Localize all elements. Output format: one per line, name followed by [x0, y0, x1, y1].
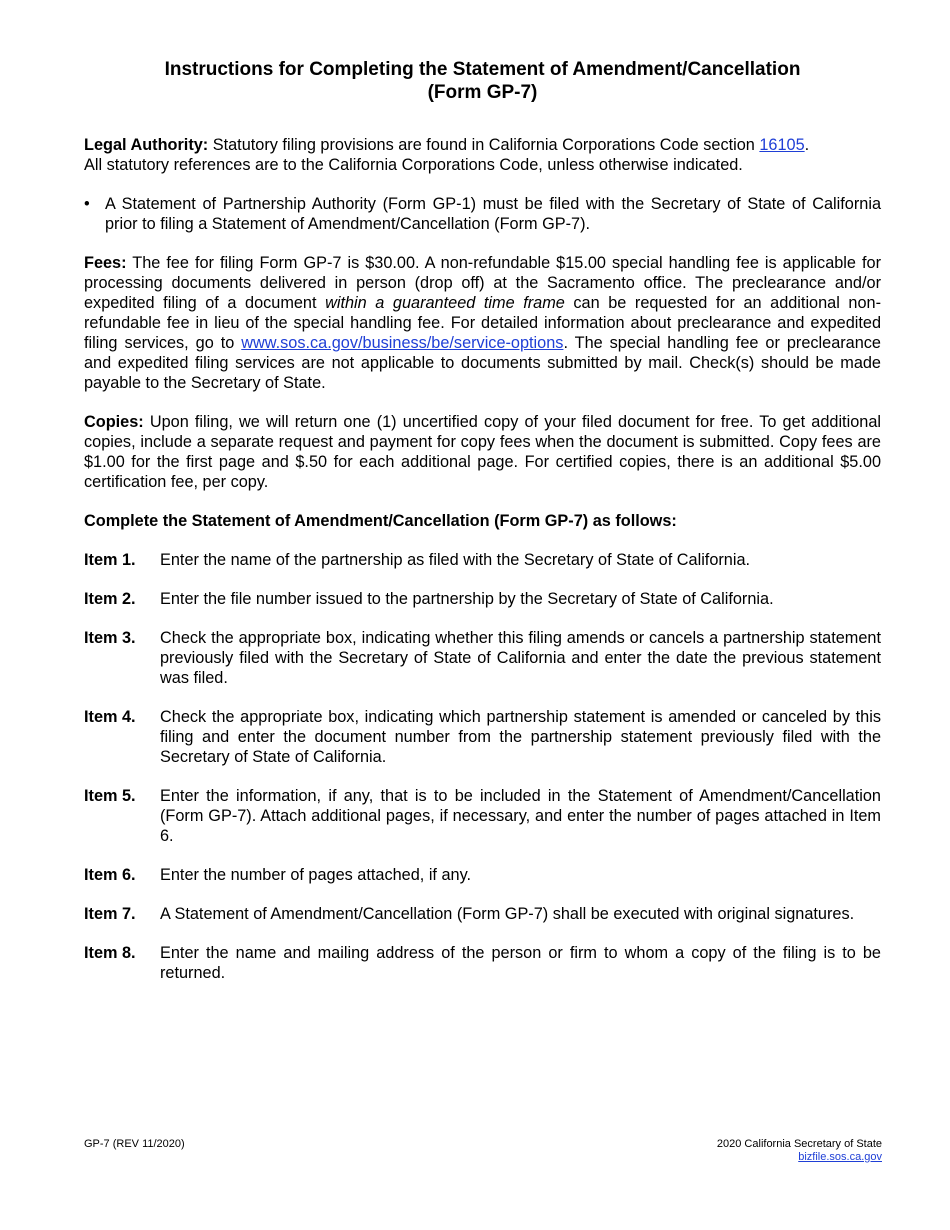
fees-text-3: . The special handling fee or preclearance and expedited filing services are not applicable to documents submitted by mail. Check(s) should be made payable to the Secretary of State. [84, 334, 881, 392]
fees-text-1: The fee for filing Form GP-7 is $30.00. A non-refundable $15.00 special handling fee is applicable for processing documents delivered in person (drop off) at the Sacramento office. The preclearance and/or expedited filing of a document [84, 254, 881, 312]
bullet-icon: • [84, 195, 90, 213]
item-row [84, 865, 881, 885]
item-label: Item 5. [84, 787, 136, 805]
item-text: Enter the information, if any, that is to be included in the Statement of Amendment/Cancellation (Form GP-7). Attach additional pages, if necessary, and enter the number of pages attached in Item 6. [160, 787, 881, 845]
item-row [84, 628, 881, 688]
fees-label: Fees: [84, 254, 127, 272]
item-row [84, 904, 881, 924]
title-line-2: (Form GP-7) [427, 82, 538, 103]
legal-authority-line2: All statutory references are to the California Corporations Code, unless otherwise indicated. [84, 156, 743, 174]
item-label: Item 3. [84, 629, 136, 647]
item-label: Item 2. [84, 590, 136, 608]
legal-authority-paragraph [84, 135, 881, 175]
item-row [84, 707, 881, 767]
copyright-text: 2020 California Secretary of State [716, 1138, 882, 1150]
instructions-heading: Complete the Statement of Amendment/Cancellation (Form GP-7) as follows: [84, 512, 677, 530]
item-row [84, 589, 881, 609]
item-label: Item 1. [84, 551, 136, 569]
legal-authority-text: Statutory filing provisions are found in California Corporations Code section [208, 136, 760, 154]
footer-right [717, 1138, 882, 1164]
copies-paragraph [84, 412, 881, 492]
legal-authority-label: Legal Authority: [84, 136, 209, 154]
item-text: Check the appropriate box, indicating whether this filing amends or cancels a partnership statement previously filed with the Secretary of State of California and enter the date the previous statement was filed. [160, 629, 881, 687]
bullet-text: A Statement of Partnership Authority (Form GP-1) must be filed with the Secretary of State of California prior to filing a Statement of Amendment/Cancellation (Form GP-7). [105, 195, 881, 233]
title-line-1: Instructions for Completing the Statement of Amendment/Cancellation [164, 59, 801, 80]
item-label: Item 4. [84, 708, 136, 726]
item-text: Enter the name of the partnership as filed with the Secretary of State of California. [160, 551, 751, 569]
list-item [84, 194, 881, 234]
form-revision: GP-7 (REV 11/2020) [84, 1138, 185, 1150]
copies-label: Copies: [84, 413, 144, 431]
service-options-link[interactable]: www.sos.ca.gov/business/be/service-options [241, 334, 564, 352]
item-label: Item 7. [84, 905, 136, 923]
legal-authority-period: . [804, 136, 810, 154]
fees-italic-text: within a guaranteed time frame [325, 294, 565, 312]
document-page [84, 58, 881, 983]
fees-paragraph [84, 253, 881, 393]
copies-text: Upon filing, we will return one (1) uncertified copy of your filed document for free. To get additional copies, include a separate request and payment for copy fees when the document is submitted. Copy fees are $1.00 for the first page and $.50 for each additional page. For certified copies, there is an additional $5.00 certification fee, per copy. [84, 413, 881, 491]
item-text: Check the appropriate box, indicating which partnership statement is amended or canceled by this filing and enter the document number from the partnership statement previously filed with the Secretary of State of California. [160, 708, 881, 766]
bizfile-link[interactable]: bizfile.sos.ca.gov [798, 1151, 882, 1163]
item-text: A Statement of Amendment/Cancellation (Form GP-7) shall be executed with original signatures. [160, 905, 855, 923]
item-text: Enter the number of pages attached, if any. [160, 866, 472, 884]
item-text: Enter the file number issued to the partnership by the Secretary of State of California. [160, 590, 774, 608]
item-row [84, 943, 881, 983]
code-section-link[interactable]: 16105 [759, 136, 805, 154]
item-row [84, 550, 881, 570]
page-title [84, 58, 881, 104]
fees-text-2: can be requested for an additional non-refundable fee in lieu of the special handling fee. For detailed information about preclearance and expedited filing services, go to [84, 294, 881, 352]
item-label: Item 6. [84, 866, 136, 884]
item-text: Enter the name and mailing address of the person or firm to whom a copy of the filing is to be returned. [160, 944, 881, 982]
item-label: Item 8. [84, 944, 136, 962]
item-row [84, 786, 881, 846]
